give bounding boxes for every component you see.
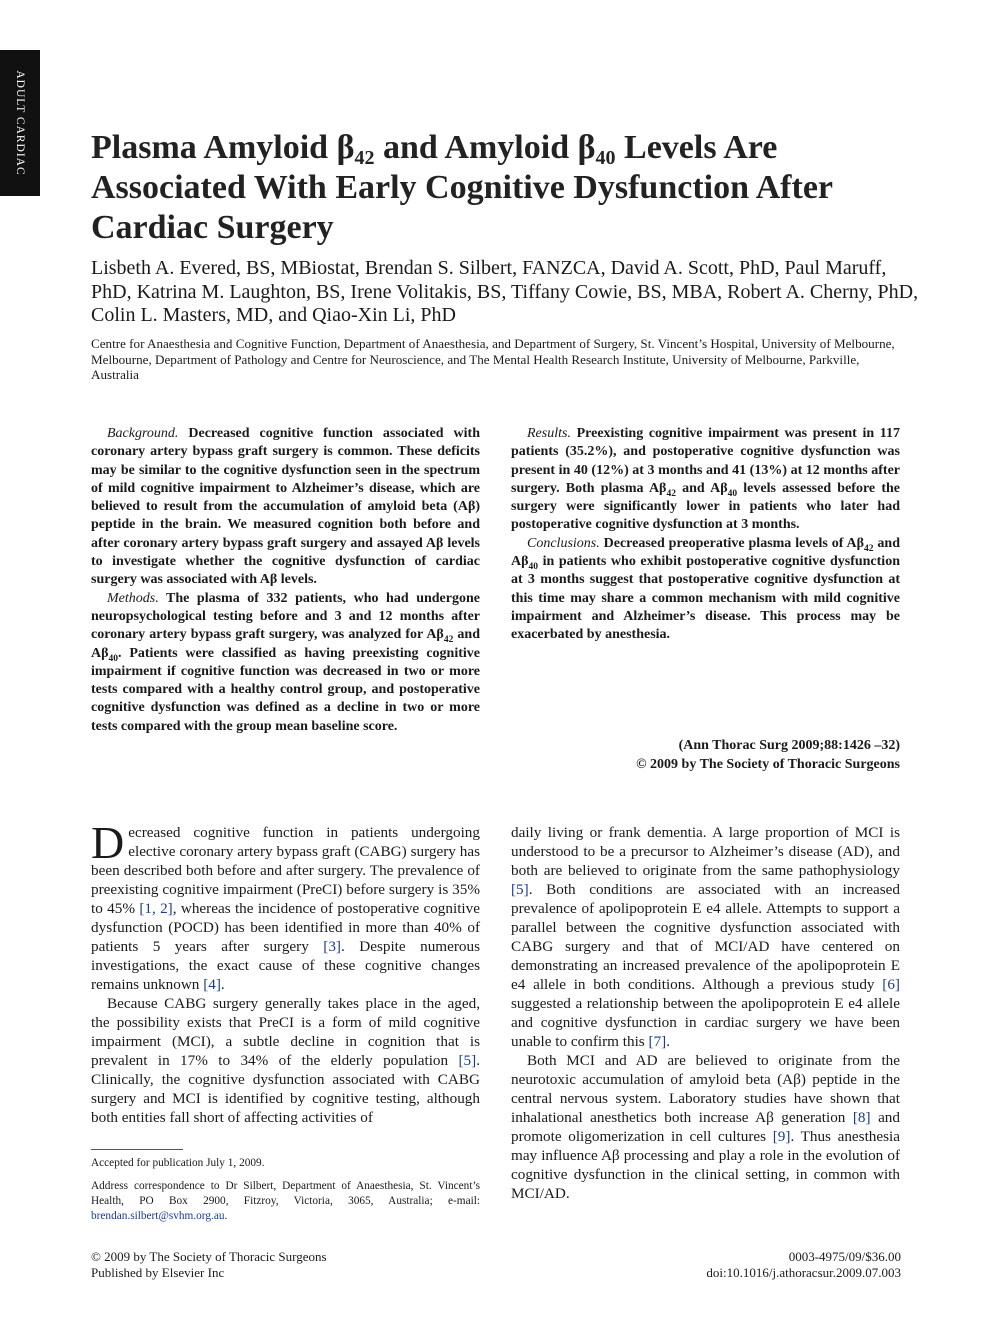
reference-link[interactable]: [5] (458, 1052, 477, 1069)
footer-issn: 0003-4975/09/$36.00 (788, 1249, 901, 1264)
journal-citation: (Ann Thorac Surg 2009;88:1426 –32) (678, 738, 900, 753)
citation-copyright: © 2009 by The Society of Thoracic Surgeons (636, 756, 900, 772)
correspondence-address: Address correspondence to Dr Silbert, Department of Anaesthesia, St. Vincent’s Health, PO Box 2900, Fitzroy, Victoria, 3065, Australia; e-mail: brendan.silbert@svhm.org.au. (91, 1180, 480, 1222)
footer-right (706, 1249, 901, 1280)
abstract-methods: Methods. The plasma of 332 patients, who had undergone neuropsychological testing before and 3 and 12 months after coronary artery bypass graft surgery, was analyzed for $A\beta_{42}$ and $A\beta_{40}$. Patients were classified as having preexisting cognitive impairment if cognitive function was decreased in two or more tests compared with a healthy control group, and postoperative cognitive dysfunction was defined as a decline in two or more tests compared with the group mean baseline score. (91, 590, 481, 734)
accepted-date: Accepted for publication July 1, 2009. (91, 1157, 265, 1169)
footnote-divider (91, 1149, 183, 1150)
author-list: Lisbeth A. Evered, BS, MBiostat, Brendan S. Silbert, FANZCA, David A. Scott, PhD, Paul Maruff, PhD, Katrina M. Laughton, BS, Irene Volitakis, BS, Tiffany Cowie, BS, MBA, Robert A. Cherny, PhD, Colin L. Masters, MD, and Qiao-Xin Li, PhD (91, 257, 919, 326)
body-paragraph-2a: Because CABG surgery generally takes place in the aged, the possibility exists that PreCI is a form of mild cognitive impairment (MCI), a subtle decline in cognition that is prevalent in 17% to 34% of the elderly population [5]. Clinically, the cognitive dysfunction associated with CABG surgery and MCI is identified by cognitive testing, although both entities fall short of affecting activities of (91, 995, 480, 1126)
reference-link[interactable]: [1, 2] (139, 900, 173, 917)
affiliation: Centre for Anaesthesia and Cognitive Function, Department of Anaesthesia, and Department of Surgery, St. Vincent’s Hospital, University of Melbourne, Melbourne, Department of Pathology and Centre for Neuroscience, and The Mental Health Research Institute, University of Melbourne, Parkville, Australia (91, 336, 895, 382)
reference-link[interactable]: [6] (882, 976, 900, 993)
footnotes (91, 1156, 480, 1232)
body-left-column (91, 817, 480, 1127)
email-link[interactable]: brendan.silbert@svhm.org.au (91, 1210, 225, 1222)
body-paragraph-1: Decreased cognitive function in patients undergoing elective coronary artery bypass graft (CABG) surgery has been described both before and after surgery. The prevalence of preexisting cognitive impairment (PreCI) before surgery is 35% to 45% [1, 2], whereas the incidence of postoperative cognitive dysfunction (POCD) has been identified in more than 40% of patients 5 years after surgery [3]. Despite numerous investigations, the exact cause of these cognitive changes remains unknown [4]. (91, 817, 480, 993)
body-paragraph-3: Both MCI and AD are believed to originate from the neurotoxic accumulation of amyloid beta (Aβ) peptide in the central nervous system. Laboratory studies have shown that inhalational anesthetics both increase Aβ generation [8] and promote oligomerization in cell cultures [9]. Thus anesthesia may influence Aβ processing and play a role in the evolution of cognitive dysfunction in the clinical setting, in common with MCI/AD. (511, 1052, 900, 1202)
body-right-column (511, 823, 900, 1203)
reference-link[interactable]: [4] (203, 976, 221, 993)
section-tab-label: ADULT CARDIAC (14, 70, 26, 176)
citation-block (511, 737, 900, 774)
abstract-conclusions: Conclusions. Decreased preoperative plasma levels of $A\beta_{42}$ and $A\beta_{40}$ in patients who exhibit postoperative cognitive dysfunction at 3 months suggest that postoperative cognitive dysfunction at this time may share a common mechanism with mild cognitive impairment and Alzheimer’s disease. This process may be exacerbated by anesthesia. (511, 535, 900, 643)
footer-left (91, 1249, 327, 1280)
footer-doi: doi:10.1016/j.athoracsur.2009.07.003 (706, 1264, 901, 1280)
abstract-background: Background. Decreased cognitive function associated with coronary artery bypass graft surgery is common. These deficits may be similar to the cognitive dysfunction seen in the spectrum of mild cognitive impairment to Alzheimer’s disease, which are believed to result from the accumulation of amyloid beta (Aβ) peptide in the brain. We measured cognition both before and after coronary artery bypass graft surgery and assayed Aβ levels to investigate whether the cognitive dysfunction of cardiac surgery was associated with Aβ levels. (91, 426, 480, 588)
abstract-left-column (91, 425, 480, 736)
body-paragraph-2b: daily living or frank dementia. A large proportion of MCI is understood to be a precursor to Alzheimer’s disease (AD), and both are believed to originate from the same pathophysiology [5]. Both conditions are associated with an increased prevalence of apolipoprotein E e4 allele. Attempts to support a parallel between the cognitive dysfunction associated with CABG surgery and that of MCI/AD have centered on demonstrating an increased prevalence of the apolipoprotein E e4 allele in both conditions. Although a previous study [6] suggested a relationship between the apolipoprotein E e4 allele and cognitive dysfunction in cardiac surgery we have been unable to confirm this [7]. (511, 824, 900, 1050)
reference-link[interactable]: [8] (852, 1109, 871, 1126)
article-title: Plasma Amyloid $\beta_{42}$ and Amyloid $\beta_{40}$ Levels Are Associated With Early Cognitive Dysfunction After Cardiac Surgery (91, 129, 833, 246)
footer-copyright: © 2009 by The Society of Thoracic Surgeons (91, 1249, 327, 1264)
abstract-right-column (511, 425, 900, 645)
abstract-results: Results. Preexisting cognitive impairment was present in 117 patients (35.2%), and postoperative cognitive dysfunction was present in 40 (12%) at 3 months and 41 (13%) at 12 months after surgery. Both plasma $A\beta_{42}$ and $A\beta_{40}$ levels assessed before the surgery were significantly lower in patients who later had postoperative cognitive dysfunction at 3 months. (511, 426, 900, 533)
footer-publisher: Published by Elsevier Inc (91, 1264, 225, 1280)
drop-cap: D (91, 817, 125, 868)
reference-link[interactable]: [3] (323, 938, 341, 955)
reference-link[interactable]: [9] (772, 1128, 791, 1145)
section-tab (0, 50, 40, 196)
reference-link[interactable]: [5] (511, 881, 529, 898)
reference-link[interactable]: [7] (648, 1033, 667, 1050)
